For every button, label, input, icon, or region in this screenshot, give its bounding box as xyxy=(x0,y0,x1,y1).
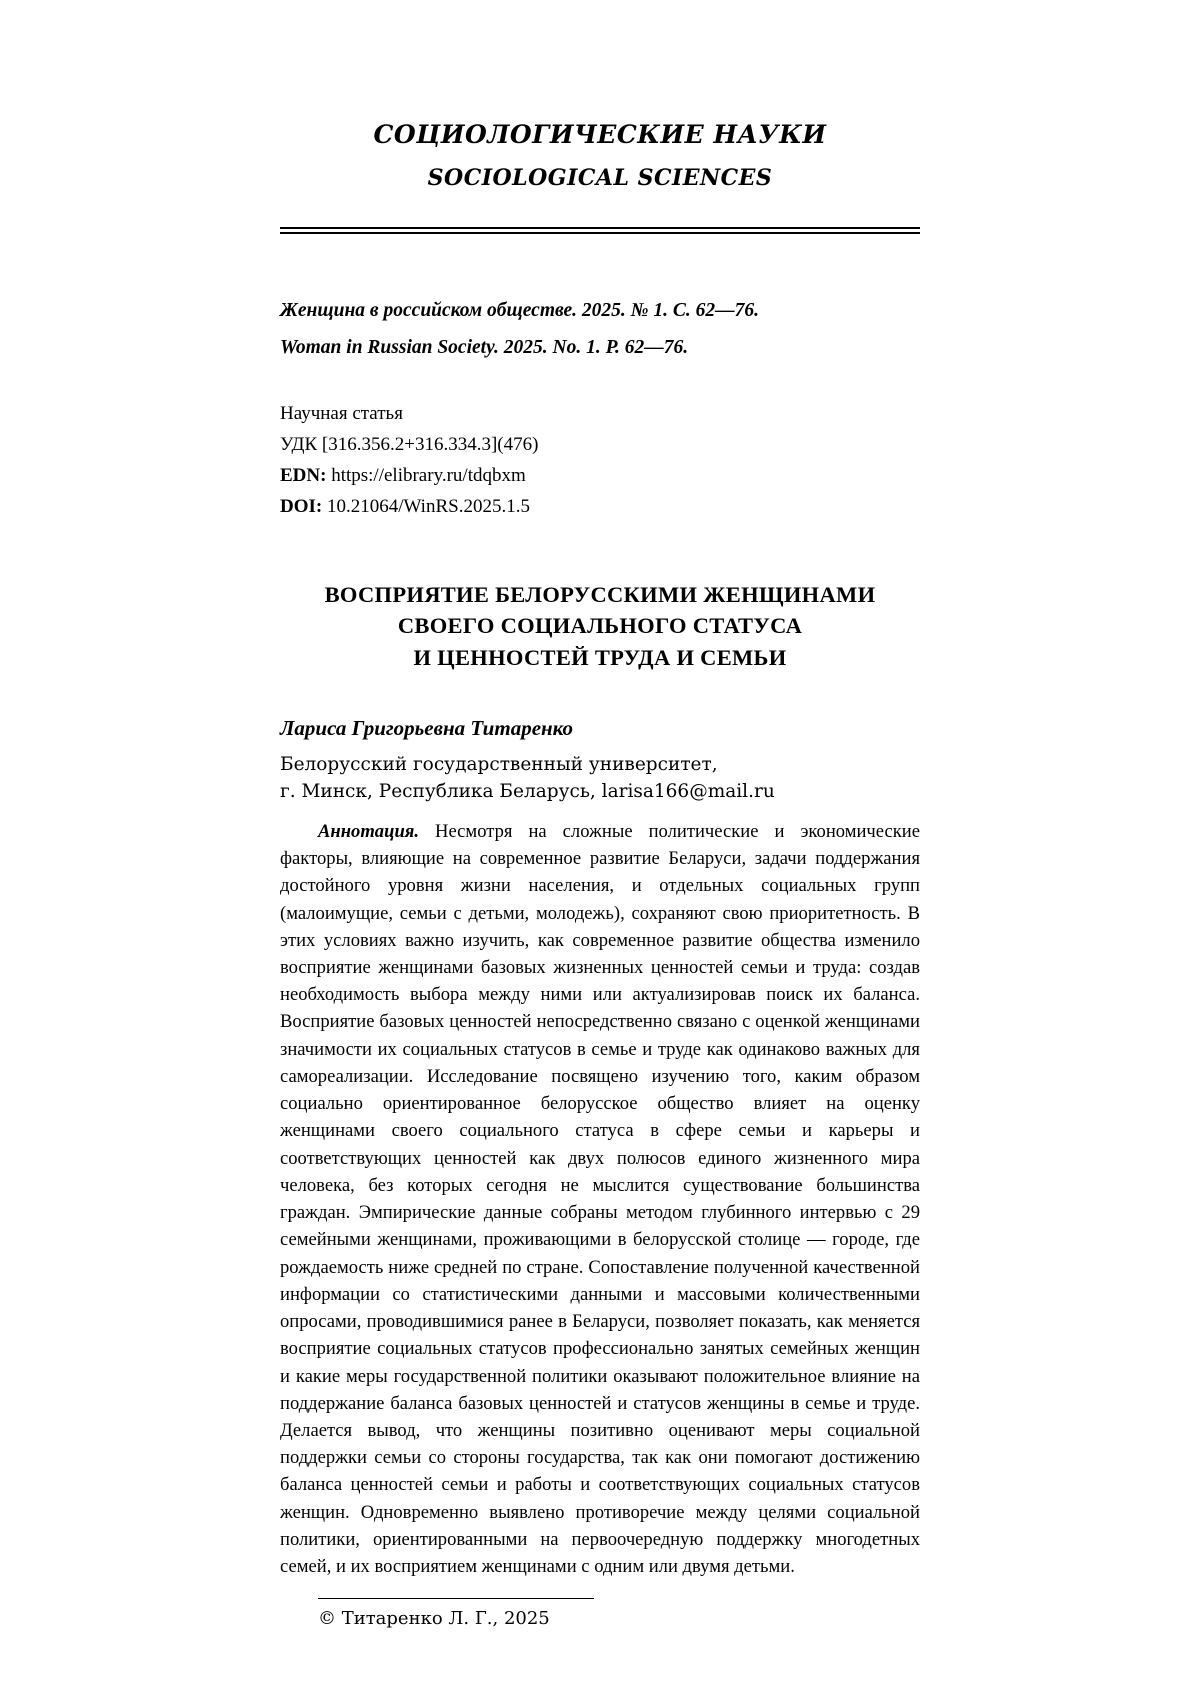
edn-row xyxy=(280,461,920,492)
citation-en: Woman in Russian Society. 2025. No. 1. P. 62—76. xyxy=(280,337,689,359)
journal-section-heading xyxy=(280,120,920,191)
affiliation-line-1: Белорусский государственный университет, xyxy=(280,754,718,776)
edn-value[interactable]: https://elibrary.ru/tdqbxm xyxy=(331,464,526,486)
affiliation-line-2: г. Минск, Республика Беларусь, larisa166@mail.ru xyxy=(280,780,775,802)
header-divider xyxy=(280,227,920,234)
section-heading-ru: СОЦИОЛОГИЧЕСКИЕ НАУКИ xyxy=(373,120,827,149)
footnote-block xyxy=(280,1598,920,1629)
page-title xyxy=(280,579,920,675)
title-line-3: И ЦЕННОСТЕЙ ТРУДА И СЕМЬИ xyxy=(413,645,787,671)
title-line-1: ВОСПРИЯТИЕ БЕЛОРУССКИМИ ЖЕНЩИНАМИ xyxy=(324,581,876,607)
doi-label: DOI: xyxy=(280,495,323,517)
udk-code: УДК [316.356.2+316.334.3](476) xyxy=(280,434,539,456)
doi-value[interactable]: 10.21064/WinRS.2025.1.5 xyxy=(326,495,530,517)
page-content-column xyxy=(280,0,920,1629)
section-heading-en: SOCIOLOGICAL SCIENCES xyxy=(427,165,773,191)
edn-label: EDN: xyxy=(280,464,327,486)
doi-row xyxy=(280,492,920,523)
author-name: Лариса Григорьевна Титаренко xyxy=(280,716,574,741)
copyright-note: © Титаренко Л. Г., 2025 xyxy=(318,1608,550,1630)
abstract-paragraph xyxy=(280,818,920,1581)
citation-ru: Женщина в российском обществе. 2025. № 1. С. 62—76. xyxy=(280,300,759,321)
journal-citation xyxy=(280,296,920,363)
title-line-2: СВОЕГО СОЦИАЛЬНОГО СТАТУСА xyxy=(397,613,803,639)
abstract-label: Аннотация. xyxy=(318,820,420,842)
abstract-text: Несмотря на сложные политические и экономические факторы, влияющие на современное развитие Беларуси, задачи поддержания достойного уровня жизни населения, и отдельных социальных групп (малоимущие, семьи с детьми, молодежь), сохраняют свою приоритетность. В этих условиях важно изучить, как современное развитие общества изменило восприятие женщинами базовых жизненных ценностей семьи и труда: создав необходимость выбора между ними или актуализировав поиск их баланса. Восприятие базовых ценностей непосредственно связано с оценкой женщинами значимости их социальных статусов в семье и труде как одинаково важных для самореализации. Исследование посвящено изучению того, каким образом социально ориентированное белорусское общество влияет на оценку женщинами своего социального статуса в сфере семьи и карьеры и соответствующих ценностей как двух полюсов единого жизненного мира человека, без которых сегодня не мыслится существование большинства граждан. Эмпирические данные собраны методом глубинного интервью с 29 семейными женщинами, проживающими в белорусской столице — городе, где рождаемость ниже средней по стране. Сопоставление полученной качественной информации со статистическими данными и массовыми количественными опросами, проводившимися ранее в Беларуси, позволяет показать, как меняется восприятие социальных статусов профессионально занятых семейных женщин и какие меры государственной политики оказывают положительное влияние на поддержание баланса базовых ценностей и статусов женщины в семье и труде. Делается вывод, что женщины позитивно оценивают меры социальной поддержки семьи со стороны государства, так как они помогают достижению баланса ценностей семьи и работы и соответствующих социальных статусов женщин. Одновременно выявлено противоречие между целями социальной политики, ориентированными на первоочередную поддержку многодетных семей, и их восприятием женщинами с одним или двумя детьми. xyxy=(280,820,920,1578)
author-affiliation xyxy=(280,752,920,805)
footnote-divider xyxy=(318,1598,594,1599)
article-type: Научная статья xyxy=(280,403,403,425)
article-meta xyxy=(280,399,920,522)
